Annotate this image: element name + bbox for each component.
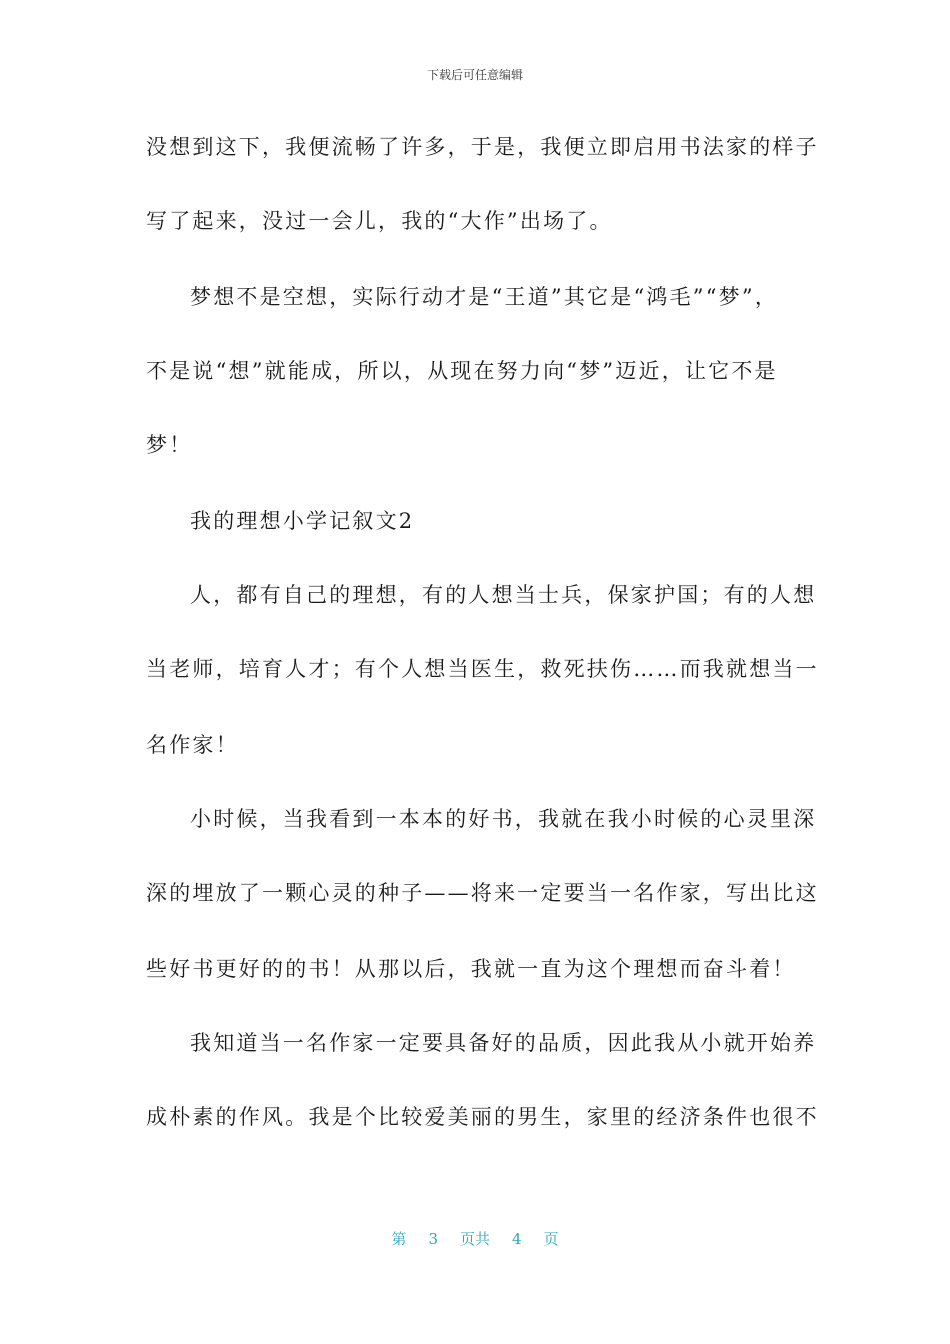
- paragraph-line: 成朴素的作风。我是个比较爱美丽的男生，家里的经济条件也很不: [146, 1105, 819, 1129]
- paragraph-line: 深的埋放了一颗心灵的种子——将来一定要当一名作家，写出比这: [146, 881, 819, 905]
- footer-prefix: 第: [391, 1230, 407, 1248]
- footer-middle: 页共: [459, 1230, 490, 1248]
- current-page-number: 3: [428, 1230, 438, 1248]
- paragraph-line: 名作家！: [146, 733, 239, 757]
- paragraph-line: 写了起来，没过一会儿，我的“大作”出场了。: [146, 209, 613, 233]
- paragraph-line: 梦！: [146, 433, 193, 457]
- paragraph-line: 梦想不是空想，实际行动才是“王道”其它是“鸿毛”“梦”，: [190, 285, 779, 309]
- page-footer: [0, 1228, 950, 1249]
- paragraph-line: 我知道当一名作家一定要具备好的品质，因此我从小就开始养: [190, 1031, 817, 1055]
- paragraph-line: 些好书更好的的书！从那以后，我就一直为这个理想而奋斗着！: [146, 957, 796, 981]
- footer-suffix: 页: [543, 1230, 559, 1248]
- paragraph-line: 当老师，培育人才；有个人想当医生，救死扶伤……而我就想当一: [146, 657, 819, 681]
- paragraph-line: 不是说“想”就能成，所以，从现在努力向“梦”迈近，让它不是: [146, 359, 778, 383]
- paragraph-line: 小时候，当我看到一本本的好书，我就在我小时候的心灵里深: [190, 807, 817, 831]
- paragraph-line: 没想到这下，我便流畅了许多，于是，我便立即启用书法家的样子: [146, 135, 819, 159]
- total-page-count: 4: [512, 1230, 522, 1248]
- paragraph-line: 人，都有自己的理想，有的人想当士兵，保家护国；有的人想: [190, 583, 817, 607]
- page-header: 下载后可任意编辑: [426, 68, 523, 82]
- section-heading: 我的理想小学记叙文2: [190, 509, 415, 533]
